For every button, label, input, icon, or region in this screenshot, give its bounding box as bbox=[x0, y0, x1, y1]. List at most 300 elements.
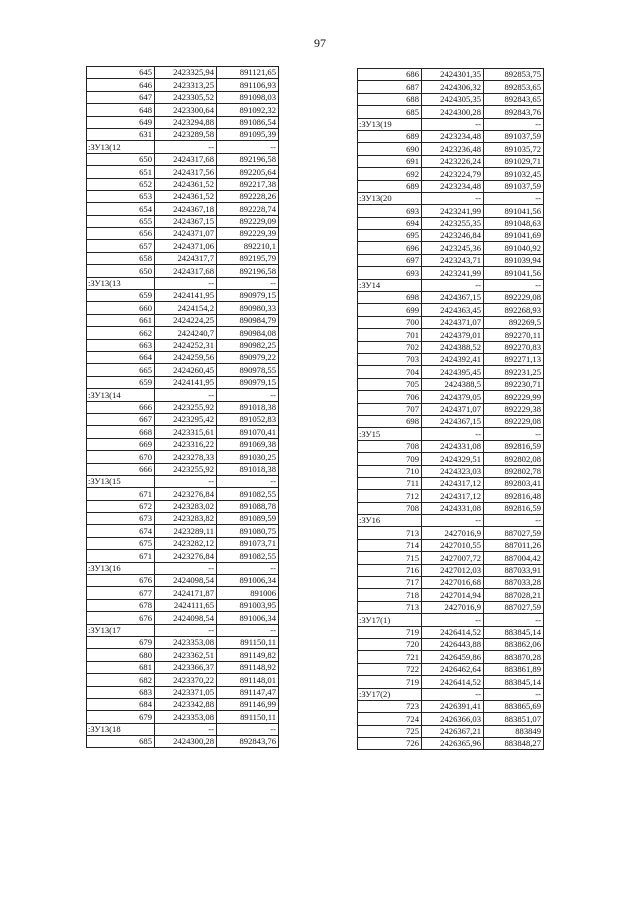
y-coordinate-cell: 892229,08 bbox=[484, 415, 544, 427]
x-coordinate-cell: -- bbox=[422, 279, 484, 291]
point-row bbox=[358, 725, 544, 737]
x-coordinate-cell: 2423300,64 bbox=[155, 104, 217, 116]
point-row bbox=[87, 537, 279, 549]
y-coordinate-cell: -- bbox=[484, 515, 544, 527]
y-coordinate-cell: 891035,72 bbox=[484, 143, 544, 155]
y-coordinate-cell: 891039,94 bbox=[484, 254, 544, 266]
y-coordinate-cell: 892843,65 bbox=[484, 93, 544, 105]
x-coordinate-cell: 2424317,68 bbox=[155, 265, 217, 277]
point-row bbox=[358, 69, 544, 81]
y-coordinate-cell: -- bbox=[484, 192, 544, 204]
x-coordinate-cell: 2423371,05 bbox=[155, 686, 217, 698]
x-coordinate-cell: 2423243,71 bbox=[422, 254, 484, 266]
point-row bbox=[358, 143, 544, 155]
x-coordinate-cell: 2424098,54 bbox=[155, 575, 217, 587]
point-row bbox=[358, 230, 544, 242]
section-label-cell: :ЗУ13(13 bbox=[87, 277, 155, 289]
y-coordinate-cell: 891041,56 bbox=[484, 205, 544, 217]
x-coordinate-cell: -- bbox=[155, 562, 217, 574]
x-coordinate-cell: 2424371,06 bbox=[155, 240, 217, 252]
point-row bbox=[358, 700, 544, 712]
x-coordinate-cell: -- bbox=[422, 192, 484, 204]
point-number-cell: 721 bbox=[358, 651, 422, 663]
x-coordinate-cell: -- bbox=[155, 389, 217, 401]
y-coordinate-cell: 891088,78 bbox=[217, 500, 279, 512]
point-number-cell: 660 bbox=[87, 302, 155, 314]
x-coordinate-cell: 2424371,07 bbox=[422, 403, 484, 415]
point-row bbox=[358, 391, 544, 403]
y-coordinate-cell: 892229,38 bbox=[484, 403, 544, 415]
x-coordinate-cell: 2424141,95 bbox=[155, 290, 217, 302]
point-number-cell: 718 bbox=[358, 589, 422, 601]
point-number-cell: 650 bbox=[87, 265, 155, 277]
y-coordinate-cell: 890978,55 bbox=[217, 364, 279, 376]
point-row bbox=[358, 106, 544, 118]
y-coordinate-cell: 890979,22 bbox=[217, 351, 279, 363]
y-coordinate-cell: 891149,82 bbox=[217, 649, 279, 661]
point-number-cell: 676 bbox=[87, 575, 155, 587]
point-row bbox=[87, 674, 279, 686]
x-coordinate-cell: 2424367,15 bbox=[422, 292, 484, 304]
y-coordinate-cell: 891082,55 bbox=[217, 488, 279, 500]
point-row bbox=[358, 539, 544, 551]
point-number-cell: 658 bbox=[87, 252, 155, 264]
y-coordinate-cell: 891052,83 bbox=[217, 413, 279, 425]
point-row bbox=[87, 314, 279, 326]
point-row bbox=[358, 415, 544, 427]
section-label-cell: :ЗУ15 bbox=[358, 428, 422, 440]
y-coordinate-cell: 887033,28 bbox=[484, 577, 544, 589]
y-coordinate-cell: 891086,54 bbox=[217, 116, 279, 128]
y-coordinate-cell: 892803,41 bbox=[484, 477, 544, 489]
y-coordinate-cell: 883862,06 bbox=[484, 638, 544, 650]
y-coordinate-cell: 892229,08 bbox=[484, 292, 544, 304]
y-coordinate-cell: 891006,34 bbox=[217, 575, 279, 587]
x-coordinate-cell: 2423305,52 bbox=[155, 91, 217, 103]
x-coordinate-cell: 2424317,56 bbox=[155, 166, 217, 178]
x-coordinate-cell: 2424379,01 bbox=[422, 329, 484, 341]
x-coordinate-cell: 2423325,94 bbox=[155, 67, 217, 79]
x-coordinate-cell: 2426462,64 bbox=[422, 663, 484, 675]
y-coordinate-cell: 891041,56 bbox=[484, 267, 544, 279]
point-number-cell: 684 bbox=[87, 698, 155, 710]
section-label-cell: :ЗУ13(15 bbox=[87, 475, 155, 487]
point-number-cell: 709 bbox=[358, 453, 422, 465]
x-coordinate-cell: 2424367,18 bbox=[155, 203, 217, 215]
point-row bbox=[358, 477, 544, 489]
x-coordinate-cell: 2423241,99 bbox=[422, 267, 484, 279]
point-number-cell: 678 bbox=[87, 599, 155, 611]
point-row bbox=[87, 116, 279, 128]
point-row bbox=[87, 290, 279, 302]
point-number-cell: 707 bbox=[358, 403, 422, 415]
point-number-cell: 704 bbox=[358, 366, 422, 378]
section-row bbox=[358, 515, 544, 527]
point-row bbox=[358, 304, 544, 316]
coordinates-table-right bbox=[357, 68, 544, 750]
point-number-cell: 671 bbox=[87, 550, 155, 562]
x-coordinate-cell: 2424098,54 bbox=[155, 612, 217, 624]
point-row bbox=[358, 577, 544, 589]
y-coordinate-cell: 883851,07 bbox=[484, 713, 544, 725]
x-coordinate-cell: 2426443,88 bbox=[422, 638, 484, 650]
section-label-cell: :ЗУ13(19 bbox=[358, 118, 422, 130]
x-coordinate-cell: 2426414,52 bbox=[422, 676, 484, 688]
y-coordinate-cell: 887027,59 bbox=[484, 527, 544, 539]
point-row bbox=[87, 550, 279, 562]
x-coordinate-cell: 2424111,65 bbox=[155, 599, 217, 611]
point-number-cell: 631 bbox=[87, 128, 155, 140]
point-number-cell: 654 bbox=[87, 203, 155, 215]
point-number-cell: 681 bbox=[87, 661, 155, 673]
y-coordinate-cell: 892195,79 bbox=[217, 252, 279, 264]
x-coordinate-cell: 2423246,84 bbox=[422, 230, 484, 242]
x-coordinate-cell: 2424154,2 bbox=[155, 302, 217, 314]
y-coordinate-cell: -- bbox=[484, 614, 544, 626]
point-row bbox=[358, 440, 544, 452]
y-coordinate-cell: -- bbox=[484, 688, 544, 700]
point-number-cell: 661 bbox=[87, 314, 155, 326]
y-coordinate-cell: 891029,71 bbox=[484, 155, 544, 167]
point-number-cell: 699 bbox=[358, 304, 422, 316]
y-coordinate-cell: 890984,79 bbox=[217, 314, 279, 326]
point-number-cell: 670 bbox=[87, 451, 155, 463]
point-number-cell: 685 bbox=[358, 106, 422, 118]
point-number-cell: 689 bbox=[358, 130, 422, 142]
y-coordinate-cell: 887028,21 bbox=[484, 589, 544, 601]
x-coordinate-cell: 2424317,68 bbox=[155, 153, 217, 165]
y-coordinate-cell: 891089,59 bbox=[217, 513, 279, 525]
point-number-cell: 656 bbox=[87, 228, 155, 240]
point-row bbox=[87, 413, 279, 425]
x-coordinate-cell: 2423370,22 bbox=[155, 674, 217, 686]
point-row bbox=[87, 438, 279, 450]
point-row bbox=[358, 155, 544, 167]
y-coordinate-cell: 891037,59 bbox=[484, 130, 544, 142]
point-number-cell: 653 bbox=[87, 190, 155, 202]
point-number-cell: 724 bbox=[358, 713, 422, 725]
point-number-cell: 649 bbox=[87, 116, 155, 128]
point-number-cell: 685 bbox=[87, 736, 155, 748]
x-coordinate-cell: 2423255,35 bbox=[422, 217, 484, 229]
point-number-cell: 647 bbox=[87, 91, 155, 103]
point-row bbox=[87, 364, 279, 376]
point-number-cell: 708 bbox=[358, 440, 422, 452]
point-row bbox=[87, 203, 279, 215]
y-coordinate-cell: 887027,59 bbox=[484, 601, 544, 613]
point-number-cell: 686 bbox=[358, 69, 422, 81]
x-coordinate-cell: 2423283,82 bbox=[155, 513, 217, 525]
point-number-cell: 663 bbox=[87, 339, 155, 351]
section-label-cell: :ЗУ13(17 bbox=[87, 624, 155, 636]
x-coordinate-cell: 2424331,08 bbox=[422, 502, 484, 514]
point-number-cell: 659 bbox=[87, 290, 155, 302]
coordinates-table-left bbox=[86, 66, 279, 748]
x-coordinate-cell: 2424331,08 bbox=[422, 440, 484, 452]
section-row bbox=[358, 688, 544, 700]
point-number-cell: 676 bbox=[87, 612, 155, 624]
x-coordinate-cell: 2423353,08 bbox=[155, 711, 217, 723]
y-coordinate-cell: 891121,65 bbox=[217, 67, 279, 79]
point-number-cell: 667 bbox=[87, 413, 155, 425]
y-coordinate-cell: 892271,13 bbox=[484, 353, 544, 365]
point-row bbox=[87, 661, 279, 673]
y-coordinate-cell: 892229,99 bbox=[484, 391, 544, 403]
point-number-cell: 680 bbox=[87, 649, 155, 661]
y-coordinate-cell: 883849 bbox=[484, 725, 544, 737]
x-coordinate-cell: 2424305,35 bbox=[422, 93, 484, 105]
point-row bbox=[358, 205, 544, 217]
point-row bbox=[87, 612, 279, 624]
x-coordinate-cell: 2424300,28 bbox=[155, 736, 217, 748]
point-row bbox=[87, 351, 279, 363]
point-row bbox=[358, 601, 544, 613]
point-row bbox=[87, 525, 279, 537]
point-row bbox=[358, 81, 544, 93]
point-row bbox=[87, 302, 279, 314]
x-coordinate-cell: -- bbox=[155, 723, 217, 735]
y-coordinate-cell: 891082,55 bbox=[217, 550, 279, 562]
y-coordinate-cell: 891018,38 bbox=[217, 401, 279, 413]
point-number-cell: 695 bbox=[358, 230, 422, 242]
point-row bbox=[87, 178, 279, 190]
y-coordinate-cell: 892816,48 bbox=[484, 490, 544, 502]
point-row bbox=[358, 651, 544, 663]
y-coordinate-cell: 892210,1 bbox=[217, 240, 279, 252]
y-coordinate-cell: 892268,93 bbox=[484, 304, 544, 316]
point-number-cell: 716 bbox=[358, 564, 422, 576]
x-coordinate-cell: 2424361,52 bbox=[155, 178, 217, 190]
x-coordinate-cell: 2424392,41 bbox=[422, 353, 484, 365]
y-coordinate-cell: 892853,65 bbox=[484, 81, 544, 93]
point-row bbox=[87, 128, 279, 140]
y-coordinate-cell: 892270,11 bbox=[484, 329, 544, 341]
y-coordinate-cell: 891048,63 bbox=[484, 217, 544, 229]
x-coordinate-cell: 2426414,52 bbox=[422, 626, 484, 638]
point-number-cell: 715 bbox=[358, 552, 422, 564]
point-row bbox=[358, 329, 544, 341]
y-coordinate-cell: 890984,08 bbox=[217, 327, 279, 339]
y-coordinate-cell: 891080,75 bbox=[217, 525, 279, 537]
y-coordinate-cell: 891092,32 bbox=[217, 104, 279, 116]
x-coordinate-cell: 2424329,51 bbox=[422, 453, 484, 465]
point-row bbox=[87, 104, 279, 116]
section-row bbox=[358, 279, 544, 291]
x-coordinate-cell: 2424301,35 bbox=[422, 69, 484, 81]
point-row bbox=[358, 663, 544, 675]
x-coordinate-cell: 2424171,87 bbox=[155, 587, 217, 599]
point-number-cell: 714 bbox=[358, 539, 422, 551]
point-number-cell: 692 bbox=[358, 168, 422, 180]
point-row bbox=[87, 587, 279, 599]
x-coordinate-cell: 2423241,99 bbox=[422, 205, 484, 217]
x-coordinate-cell: 2424141,95 bbox=[155, 376, 217, 388]
point-row bbox=[87, 166, 279, 178]
point-row bbox=[358, 626, 544, 638]
page-number: 97 bbox=[314, 36, 326, 50]
point-number-cell: 700 bbox=[358, 316, 422, 328]
x-coordinate-cell: 2423366,37 bbox=[155, 661, 217, 673]
point-row bbox=[87, 500, 279, 512]
x-coordinate-cell: 2424388,5 bbox=[422, 378, 484, 390]
point-row bbox=[87, 451, 279, 463]
y-coordinate-cell: 891006 bbox=[217, 587, 279, 599]
point-number-cell: 651 bbox=[87, 166, 155, 178]
y-coordinate-cell: 892230,71 bbox=[484, 378, 544, 390]
y-coordinate-cell: 892228,74 bbox=[217, 203, 279, 215]
point-row bbox=[358, 378, 544, 390]
x-coordinate-cell: 2427012,03 bbox=[422, 564, 484, 576]
point-number-cell: 705 bbox=[358, 378, 422, 390]
x-coordinate-cell: 2427007,72 bbox=[422, 552, 484, 564]
x-coordinate-cell: 2427010,55 bbox=[422, 539, 484, 551]
point-number-cell: 687 bbox=[358, 81, 422, 93]
point-number-cell: 662 bbox=[87, 327, 155, 339]
point-row bbox=[87, 190, 279, 202]
point-row bbox=[87, 698, 279, 710]
point-row bbox=[358, 168, 544, 180]
x-coordinate-cell: 2426366,03 bbox=[422, 713, 484, 725]
x-coordinate-cell: 2426459,86 bbox=[422, 651, 484, 663]
section-label-cell: :ЗУ16 bbox=[358, 515, 422, 527]
y-coordinate-cell: 891095,39 bbox=[217, 128, 279, 140]
point-row bbox=[87, 339, 279, 351]
x-coordinate-cell: 2424259,56 bbox=[155, 351, 217, 363]
point-row bbox=[358, 341, 544, 353]
point-number-cell: 669 bbox=[87, 438, 155, 450]
point-row bbox=[87, 513, 279, 525]
x-coordinate-cell: 2424252,31 bbox=[155, 339, 217, 351]
y-coordinate-cell: 892229,39 bbox=[217, 228, 279, 240]
point-number-cell: 696 bbox=[358, 242, 422, 254]
x-coordinate-cell: 2423255,92 bbox=[155, 463, 217, 475]
point-row bbox=[358, 316, 544, 328]
section-row bbox=[358, 614, 544, 626]
y-coordinate-cell: -- bbox=[484, 118, 544, 130]
x-coordinate-cell: -- bbox=[422, 428, 484, 440]
y-coordinate-cell: 891098,03 bbox=[217, 91, 279, 103]
x-coordinate-cell: 2424361,52 bbox=[155, 190, 217, 202]
point-number-cell: 674 bbox=[87, 525, 155, 537]
y-coordinate-cell: 891003,95 bbox=[217, 599, 279, 611]
y-coordinate-cell: 891032,45 bbox=[484, 168, 544, 180]
point-row bbox=[358, 453, 544, 465]
point-number-cell: 689 bbox=[358, 180, 422, 192]
y-coordinate-cell: 891006,34 bbox=[217, 612, 279, 624]
x-coordinate-cell: 2424395,45 bbox=[422, 366, 484, 378]
point-number-cell: 688 bbox=[358, 93, 422, 105]
point-number-cell: 725 bbox=[358, 725, 422, 737]
x-coordinate-cell: -- bbox=[155, 141, 217, 153]
point-number-cell: 711 bbox=[358, 477, 422, 489]
point-row bbox=[87, 426, 279, 438]
x-coordinate-cell: 2423362,51 bbox=[155, 649, 217, 661]
point-number-cell: 722 bbox=[358, 663, 422, 675]
point-row bbox=[358, 490, 544, 502]
x-coordinate-cell: 2426365,96 bbox=[422, 738, 484, 750]
y-coordinate-cell: -- bbox=[217, 389, 279, 401]
point-number-cell: 664 bbox=[87, 351, 155, 363]
x-coordinate-cell: 2423226,24 bbox=[422, 155, 484, 167]
x-coordinate-cell: -- bbox=[155, 624, 217, 636]
x-coordinate-cell: 2423342,88 bbox=[155, 698, 217, 710]
x-coordinate-cell: 2424323,03 bbox=[422, 465, 484, 477]
section-row bbox=[358, 192, 544, 204]
x-coordinate-cell: 2424260,45 bbox=[155, 364, 217, 376]
x-coordinate-cell: 2424367,15 bbox=[155, 215, 217, 227]
y-coordinate-cell: -- bbox=[217, 277, 279, 289]
point-row bbox=[87, 686, 279, 698]
point-row bbox=[87, 79, 279, 91]
x-coordinate-cell: 2427014,94 bbox=[422, 589, 484, 601]
x-coordinate-cell: 2426367,21 bbox=[422, 725, 484, 737]
point-row bbox=[358, 292, 544, 304]
point-row bbox=[87, 252, 279, 264]
y-coordinate-cell: 891041,69 bbox=[484, 230, 544, 242]
y-coordinate-cell: 883870,28 bbox=[484, 651, 544, 663]
x-coordinate-cell: 2424367,15 bbox=[422, 415, 484, 427]
section-row bbox=[87, 141, 279, 153]
point-number-cell: 713 bbox=[358, 601, 422, 613]
x-coordinate-cell: 2423313,25 bbox=[155, 79, 217, 91]
x-coordinate-cell: 2423255,92 bbox=[155, 401, 217, 413]
y-coordinate-cell: 892205,64 bbox=[217, 166, 279, 178]
point-number-cell: 698 bbox=[358, 292, 422, 304]
x-coordinate-cell: -- bbox=[155, 475, 217, 487]
point-row bbox=[358, 242, 544, 254]
point-number-cell: 673 bbox=[87, 513, 155, 525]
section-label-cell: :ЗУ13(20 bbox=[358, 192, 422, 204]
point-number-cell: 677 bbox=[87, 587, 155, 599]
y-coordinate-cell: 891018,38 bbox=[217, 463, 279, 475]
point-row bbox=[87, 67, 279, 79]
point-number-cell: 717 bbox=[358, 577, 422, 589]
point-row bbox=[358, 738, 544, 750]
section-label-cell: :ЗУ13(16 bbox=[87, 562, 155, 574]
x-coordinate-cell: 2424363,45 bbox=[422, 304, 484, 316]
point-number-cell: 698 bbox=[358, 415, 422, 427]
point-row bbox=[358, 93, 544, 105]
x-coordinate-cell: 2423278,33 bbox=[155, 451, 217, 463]
y-coordinate-cell: 891030,25 bbox=[217, 451, 279, 463]
point-row bbox=[87, 91, 279, 103]
x-coordinate-cell: 2427016,9 bbox=[422, 601, 484, 613]
x-coordinate-cell: 2423315,61 bbox=[155, 426, 217, 438]
point-row bbox=[87, 265, 279, 277]
point-number-cell: 691 bbox=[358, 155, 422, 167]
point-row bbox=[87, 228, 279, 240]
y-coordinate-cell: 883861,89 bbox=[484, 663, 544, 675]
y-coordinate-cell: 891150,11 bbox=[217, 711, 279, 723]
section-row bbox=[87, 277, 279, 289]
x-coordinate-cell: -- bbox=[422, 614, 484, 626]
point-row bbox=[87, 649, 279, 661]
point-row bbox=[358, 638, 544, 650]
point-number-cell: 720 bbox=[358, 638, 422, 650]
point-row bbox=[87, 153, 279, 165]
point-row bbox=[358, 552, 544, 564]
point-row bbox=[358, 130, 544, 142]
point-number-cell: 710 bbox=[358, 465, 422, 477]
y-coordinate-cell: 890980,33 bbox=[217, 302, 279, 314]
y-coordinate-cell: 892270,83 bbox=[484, 341, 544, 353]
point-row bbox=[358, 366, 544, 378]
y-coordinate-cell: 883865,69 bbox=[484, 700, 544, 712]
point-row bbox=[87, 736, 279, 748]
point-number-cell: 703 bbox=[358, 353, 422, 365]
point-row bbox=[358, 465, 544, 477]
point-row bbox=[358, 353, 544, 365]
